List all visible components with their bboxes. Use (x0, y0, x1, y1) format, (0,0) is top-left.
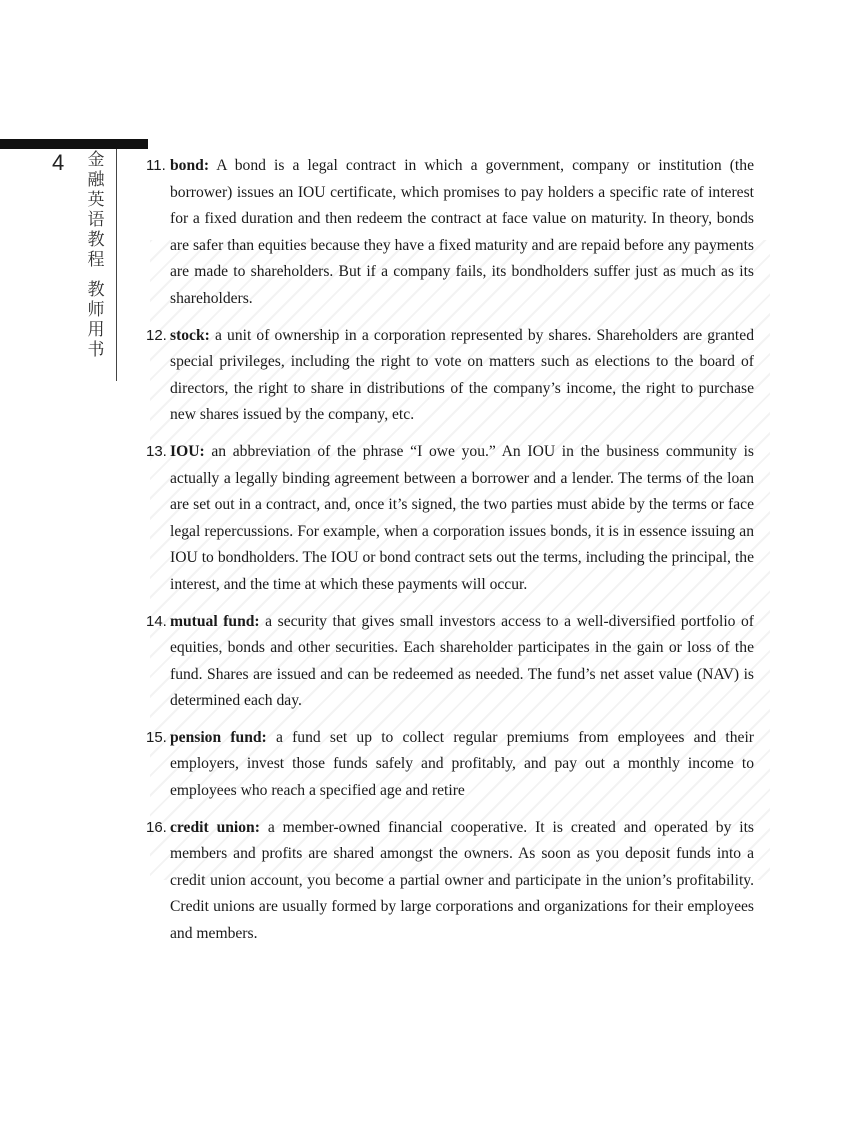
glossary-entry-pension-fund (146, 725, 754, 805)
entry-term: bond: (170, 157, 210, 174)
entry-number: 13. (146, 442, 167, 460)
entry-term: mutual fund: (170, 612, 260, 630)
glossary-entry-mutual-fund (146, 609, 754, 715)
glossary-entry-iou (146, 439, 754, 599)
glossary-entry-credit-union (146, 815, 754, 948)
entry-term: credit union: (170, 818, 260, 836)
entry-definition: A bond is a legal contract in which a government, company or institution (the borrower) issues an IOU certificate, which promises to pay holders a specific rate of interest for a fixed duration and then redeem the contract at face value on maturity. In theory, bonds are safer than equities because they have a fixed maturity and are repaid before any payments are made to shareholders. But if a company fails, its bondholders suffer just as much as its shareholders. (170, 157, 754, 307)
entry-term: pension fund: (170, 728, 267, 746)
side-title-book: 金融英语教程 (87, 150, 105, 270)
side-title-edition: 教师用书 (87, 280, 105, 360)
entry-definition: a unit of ownership in a corporation represented by shares. Shareholders are granted special privileges, including the right to vote on matters such as elections to the board of directors, the right to share in distributions of the company’s income, the right to purchase new shares issued by the company, etc. (170, 326, 754, 424)
page-number: 4 (52, 150, 65, 175)
entry-term: stock: (170, 326, 210, 344)
side-title (85, 150, 107, 360)
entry-term: IOU: (170, 442, 205, 460)
entry-number: 16. (146, 818, 167, 836)
entry-number: 12. (146, 326, 167, 344)
entry-definition: a fund set up to collect regular premiums from employees and their employers, invest those funds safely and profitably, and pay out a monthly income to employees who reach a specified age and retire (170, 728, 754, 800)
entry-definition: a member-owned financial cooperative. It is created and operated by its members and profits are shared amongst the owners. As soon as you deposit funds into a credit union account, you become a partial owner and participate in the union’s profitability. Credit unions are usually formed by large corporations and organizations for their employees and members. (170, 818, 755, 943)
entry-definition: a security that gives small investors access to a well-diversified portfolio of equities, bonds and other securities. Each shareholder participates in the gain or loss of the fund. Shares are issued and can be redeemed as needed. The fund’s net asset value (NAV) is determined each day. (170, 612, 754, 710)
header-bar (0, 139, 148, 149)
entry-number: 15. (146, 728, 167, 746)
entry-definition: an abbreviation of the phrase “I owe you.” An IOU in the business community is actually a legally binding agreement between a borrower and a lender. The terms of the loan are set out in a contract, and, once it’s signed, the two parties must abide by the terms or face legal repercussions. For example, when a corporation issues bonds, it is in essence issuing an IOU to bondholders. The IOU or bond contract sets out the terms, including the principal, the interest, and the time at which these payments will occur. (170, 442, 754, 593)
glossary-list (146, 153, 754, 958)
entry-number: 14. (146, 612, 167, 630)
side-divider (116, 149, 117, 381)
glossary-entry-bond (146, 153, 754, 313)
glossary-entry-stock (146, 323, 754, 429)
entry-number: 11. (146, 157, 166, 174)
